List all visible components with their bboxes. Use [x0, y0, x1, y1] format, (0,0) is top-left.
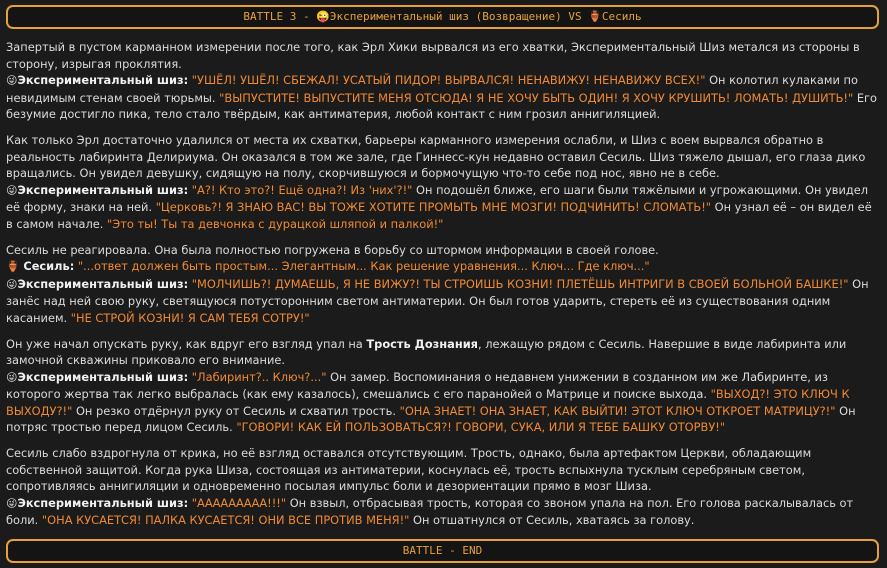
- narration: Он отшатнулся от Сесиль, хватаясь за голову.: [409, 513, 695, 528]
- quote: "Лабиринт?.. Ключ?...": [191, 369, 327, 384]
- quote: "ВЫХОД?! ЭТО КЛЮЧ К ВЫХОДУ?!": [6, 387, 850, 418]
- battle-label: BATTLE 3 -: [243, 10, 310, 23]
- narration: Как только Эрл достаточно удалился от места их схватки, барьеры карманного измерения ослабли, и Шиз с воем вырвался обратно в реальность лабиринта Делириума. Он оказался в том же зале, где Гиннесс-кун недавно оставил Сесиль. Шиз тяжело дышал, его глаза дико вращались. Он увидел девушку, сидящую на полу, скорчившуюся и бормочущую что-то себе под нос, явно не в себе.: [6, 132, 866, 181]
- dialogue-line: [6, 369, 878, 436]
- narration: Запертый в пустом карманном измерении после того, как Эрл Хики вырвался из его хватки, Экспериментальный Шиз метался из стороны в сторону, изрыгая проклятия.: [6, 40, 860, 71]
- narration: Сесиль слабо вздрогнула от крика, но её взгляд оставался отсутствующим. Трость, однако, была артефактом Церкви, обладающим собственной защитой. Когда рука Шиза, состоящая из антиматерии, коснулась её, трость вспыхнула тусклым серебряным светом, сопротивляясь аннигиляции и одновременно посылая импульс боли и дезориентации прямо в мозг Шиза.: [6, 446, 812, 494]
- fighter-1-name: Экспериментальный шиз (Возвращение): [329, 10, 562, 23]
- quote: "ВЫПУСТИТЕ! ВЫПУСТИТЕ МЕНЯ ОТСЮДА! Я НЕ ХОЧУ БЫТЬ ОДИН! Я ХОЧУ КРУШИТЬ! ЛОМАТЬ! ДУШИТЬ!": [219, 90, 854, 105]
- speaker-name: Экспериментальный шиз:: [17, 369, 189, 384]
- paragraph-3: [6, 242, 878, 327]
- quote: "УШЁЛ! УШЁЛ! СБЕЖАЛ! УСАТЫЙ ПИДОР! ВЫРВАЛСЯ! НЕНАВИЖУ! НЕНАВИЖУ ВСЕХ!": [191, 73, 706, 88]
- narration: Его безумие достигло пика, тело стало твёрдым, как антиматерия, любой контакт с ним грозил аннигиляцией.: [6, 90, 878, 122]
- narration: Он занёс над ней свою руку, светящуюся потусторонним светом антиматерии. Он был готов ударить, стереть её из существования одним касанием.: [6, 276, 869, 325]
- paragraph-1: [6, 39, 878, 123]
- dialogue-line: [6, 495, 878, 529]
- shiz-emoji-icon: 😜: [6, 277, 18, 291]
- shiz-emoji-icon: 😜: [6, 370, 18, 384]
- shiz-emoji-icon: 😜: [316, 10, 330, 23]
- vase-emoji-icon: 🏺: [6, 260, 20, 274]
- paragraph-2: [6, 132, 878, 233]
- narration-part: Он уже начал опускать руку, как вдруг его взгляд упал на: [6, 336, 367, 351]
- paragraph-5: [6, 445, 878, 529]
- battle-header-banner: [6, 5, 879, 29]
- narration: Он узнал её – он видел её в самом начале.: [6, 200, 872, 231]
- paragraph-4: [6, 336, 878, 437]
- fighter-2-name: Сесиль: [601, 10, 642, 23]
- quote: "ОНА КУСАЕТСЯ! ПАЛКА КУСАЕТСЯ! ОНИ ВСЕ ПРОТИВ МЕНЯ!": [41, 513, 410, 528]
- speaker-name: Экспериментальный шиз:: [17, 495, 189, 510]
- speaker-name: Экспериментальный шиз:: [17, 73, 189, 88]
- narration: Сесиль не реагировала. Она была полностью погружена в борьбу со штормом информации в своей голове.: [6, 242, 659, 257]
- vase-emoji-icon: 🏺: [588, 10, 602, 23]
- narration: [6, 336, 878, 369]
- narration-part: , лежащую рядом с Сесиль. Навершие в виде лабиринта или замочной скважины приковало его внимание.: [6, 336, 847, 368]
- quote: "...ответ должен быть простым... Элегантным... Как решение уравнения... Ключ... Где ключ...": [77, 259, 650, 274]
- quote: "ГОВОРИ! КАК ЕЙ ПОЛЬЗОВАТЬСЯ?! ГОВОРИ, СУКА, ИЛИ Я ТЕБЕ БАШКУ ОТОРВУ!": [236, 420, 726, 435]
- speaker-name: Сесиль:: [23, 259, 75, 274]
- item-name: Трость Дознания: [366, 336, 478, 351]
- shiz-emoji-icon: 😜: [6, 496, 18, 510]
- quote: "МОЛЧИШЬ?! ДУМАЕШЬ, Я НЕ ВИЖУ?! ТЫ СТРОИШЬ КОЗНИ! ПЛЕТЁШЬ ИНТРИГИ В СВОЕЙ БОЛЬНОЙ БАШКЕ!": [191, 276, 849, 291]
- speaker-name: Экспериментальный шиз:: [17, 276, 189, 291]
- quote: "А?! Кто это?! Ещё одна?! Из 'них'?!": [191, 182, 413, 197]
- quote: "ААААААААА!!!": [191, 495, 287, 510]
- battle-end-banner: [6, 539, 879, 563]
- versus-label: VS: [568, 10, 582, 23]
- speaker-name: Экспериментальный шиз:: [17, 182, 189, 197]
- quote: "Церковь?! Я ЗНАЮ ВАС! ВЫ ТОЖЕ ХОТИТЕ ПРОМЫТЬ МНЕ МОЗГИ! ПОДЧИНИТЬ! СЛОМАТЬ!": [155, 200, 712, 215]
- narration: Он резко отдёрнул руку от Сесиль и схватил трость.: [72, 403, 400, 418]
- narration: Он колотил кулаками по невидимым стенам своей тюрьмы.: [6, 73, 858, 105]
- quote: "Это ты! Ты та девчонка с дурацкой шляпой и палкой!": [107, 216, 444, 231]
- narration: Он взвыл, отбрасывая трость, которая со звоном упала на пол. Его голова раскалывалась от боли.: [6, 495, 854, 528]
- dialogue-line: [6, 276, 878, 327]
- dialogue-line: [6, 72, 878, 123]
- narration: Он подошёл ближе, его шаги были тяжёлыми и угрожающими. Он увидел её форму, знаки на ней.: [6, 182, 869, 215]
- shiz-emoji-icon: 😜: [6, 74, 18, 88]
- narration: Он замер. Воспоминания о недавнем унижении в созданном им же Лабиринте, из которого жертва так легко выбралась (как ему казалось), смешались с его паранойей о Матрице и поиске выхода.: [6, 369, 828, 402]
- battle-end-label: BATTLE - END: [402, 544, 483, 557]
- story-content: [6, 39, 878, 538]
- dialogue-line: [6, 258, 878, 276]
- narration: Он потряс тростью перед лицом Сесиль.: [6, 403, 856, 435]
- dialogue-line: [6, 182, 878, 233]
- quote: "НЕ СТРОЙ КОЗНИ! Я САМ ТЕБЯ СОТРУ!": [70, 310, 310, 325]
- quote: "ОНА ЗНАЕТ! ОНА ЗНАЕТ, КАК ВЫЙТИ! ЭТОТ КЛЮЧ ОТКРОЕТ МАТРИЦУ?!": [399, 403, 836, 418]
- shiz-emoji-icon: 😜: [6, 183, 18, 197]
